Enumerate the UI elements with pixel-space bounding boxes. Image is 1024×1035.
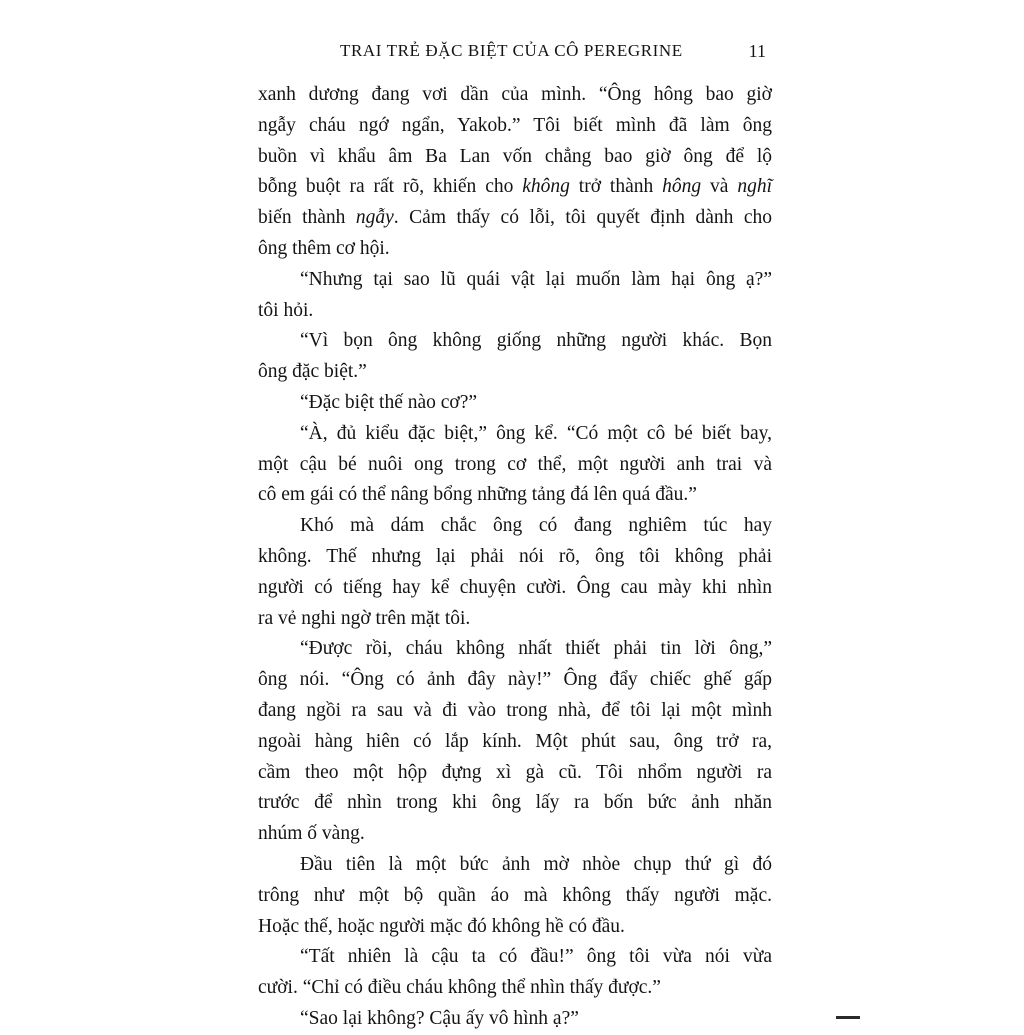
text-line bbox=[258, 758, 772, 789]
text-line bbox=[258, 511, 772, 542]
line-text: một cậu bé nuôi ong trong cơ thể, một người anh trai và bbox=[258, 453, 772, 475]
line-text: “Vì bọn ông không giống những người khác. Bọn bbox=[300, 330, 772, 352]
line-text: trước để nhìn trong khi ông lấy ra bốn bức ảnh nhăn bbox=[258, 792, 772, 814]
text-line bbox=[258, 788, 772, 819]
line-text: cười. “Chỉ có điều cháu không thể nhìn thấy được.” bbox=[258, 977, 661, 999]
text-line bbox=[258, 357, 772, 388]
text-line bbox=[258, 234, 772, 265]
line-text: “Tất nhiên là cậu ta có đầu!” ông tôi vừa nói vừa bbox=[300, 946, 772, 968]
italic-word: nghĩ bbox=[737, 176, 773, 198]
text-line bbox=[258, 912, 772, 943]
running-header bbox=[258, 41, 772, 69]
line-text: cầm theo một hộp đựng xì gà cũ. Tôi nhổm người ra bbox=[258, 761, 772, 783]
text-line bbox=[258, 80, 772, 111]
text-line bbox=[258, 542, 772, 573]
line-text: ngoài hàng hiên có lắp kính. Một phút sau, ông trở ra, bbox=[258, 730, 772, 752]
paragraph bbox=[258, 942, 772, 1004]
line-text: “Nhưng tại sao lũ quái vật lại muốn làm hại ông ạ?” bbox=[300, 268, 772, 290]
text-line bbox=[258, 265, 772, 296]
line-text: Khó mà dám chắc ông có đang nghiêm túc hay bbox=[300, 515, 772, 537]
line-text: “Đặc biệt thế nào cơ?” bbox=[300, 391, 478, 413]
paragraph bbox=[258, 850, 772, 942]
italic-word: hông bbox=[662, 176, 702, 198]
text-line bbox=[258, 727, 772, 758]
line-text: ông thêm cơ hội. bbox=[258, 237, 390, 259]
text-line bbox=[258, 296, 772, 327]
line-text: không. Thế nhưng lại phải nói rõ, ông tôi không phải bbox=[258, 545, 772, 567]
italic-word: không bbox=[522, 176, 570, 198]
text-line bbox=[258, 1004, 772, 1035]
paragraph bbox=[258, 511, 772, 634]
text-line bbox=[258, 480, 772, 511]
text-line bbox=[258, 604, 772, 635]
text-line bbox=[258, 450, 772, 481]
body-text bbox=[258, 80, 772, 1035]
line-text: người có tiếng hay kể chuyện cười. Ông cau mày khi nhìn bbox=[258, 576, 772, 598]
italic-word: ngẫy bbox=[355, 207, 394, 229]
text-line bbox=[258, 942, 772, 973]
line-text: biến thành bbox=[258, 207, 356, 229]
text-line bbox=[258, 696, 772, 727]
text-line bbox=[258, 665, 772, 696]
text-line bbox=[258, 142, 772, 173]
line-text: và bbox=[701, 176, 738, 198]
line-text: ra vẻ nghi ngờ trên mặt tôi. bbox=[258, 607, 471, 629]
page-number: 11 bbox=[748, 41, 766, 61]
line-text: xanh dương đang vơi dần của mình. “Ông hông bao giờ bbox=[258, 84, 772, 105]
line-text: trông như một bộ quần áo mà không thấy người mặc. bbox=[258, 884, 772, 906]
line-text: buồn vì khẩu âm Ba Lan vốn chẳng bao giờ ông để lộ bbox=[258, 145, 772, 167]
text-line bbox=[258, 203, 772, 234]
line-text: “À, đủ kiểu đặc biệt,” ông kể. “Có một cô bé biết bay, bbox=[300, 422, 772, 444]
line-text: trở thành bbox=[569, 176, 663, 198]
text-line bbox=[258, 973, 772, 1004]
paragraph bbox=[258, 265, 772, 327]
text-line bbox=[258, 573, 772, 604]
line-text: ông nói. “Ông có ảnh đây này!” Ông đẩy chiếc ghế gấp bbox=[258, 669, 772, 691]
text-line bbox=[258, 172, 772, 203]
text-line bbox=[258, 111, 772, 142]
text-line bbox=[258, 881, 772, 912]
line-text: Đầu tiên là một bức ảnh mờ nhòe chụp thứ gì đó bbox=[300, 853, 772, 875]
paragraph bbox=[258, 388, 772, 419]
text-line bbox=[258, 634, 772, 665]
line-text: tôi hỏi. bbox=[258, 299, 314, 321]
line-text: “Sao lại không? Cậu ấy vô hình ạ?” bbox=[300, 1007, 579, 1029]
line-text: bỗng buột ra rất rõ, khiến cho bbox=[258, 176, 523, 198]
text-line bbox=[258, 419, 772, 450]
line-text: cô em gái có thể nâng bổng những tảng đá lên quá đầu.” bbox=[258, 484, 697, 506]
edge-mark bbox=[836, 1016, 860, 1019]
line-text: “Được rồi, cháu không nhất thiết phải tin lời ông,” bbox=[300, 638, 772, 660]
line-text: Hoặc thế, hoặc người mặc đó không hề có đầu. bbox=[258, 915, 625, 937]
text-line bbox=[258, 388, 772, 419]
text-line bbox=[258, 326, 772, 357]
line-text: . Cảm thấy có lỗi, tôi quyết định dành cho bbox=[393, 207, 772, 229]
line-text: ngẫy cháu ngớ ngẩn, Yakob.” Tôi biết mình đã làm ông bbox=[258, 114, 772, 136]
text-line bbox=[258, 819, 772, 850]
text-line bbox=[258, 850, 772, 881]
line-text: đang ngồi ra sau và đi vào trong nhà, để tôi lại một mình bbox=[258, 699, 772, 721]
paragraph bbox=[258, 419, 772, 511]
line-text: nhúm ố vàng. bbox=[258, 823, 365, 845]
paragraph bbox=[258, 1004, 772, 1035]
running-title: TRAI TRẺ ĐẶC BIỆT CỦA CÔ PEREGRINE bbox=[340, 41, 683, 60]
paragraph bbox=[258, 326, 772, 388]
paragraph bbox=[258, 634, 772, 850]
line-text: ông đặc biệt.” bbox=[258, 361, 367, 383]
paragraph bbox=[258, 80, 772, 265]
